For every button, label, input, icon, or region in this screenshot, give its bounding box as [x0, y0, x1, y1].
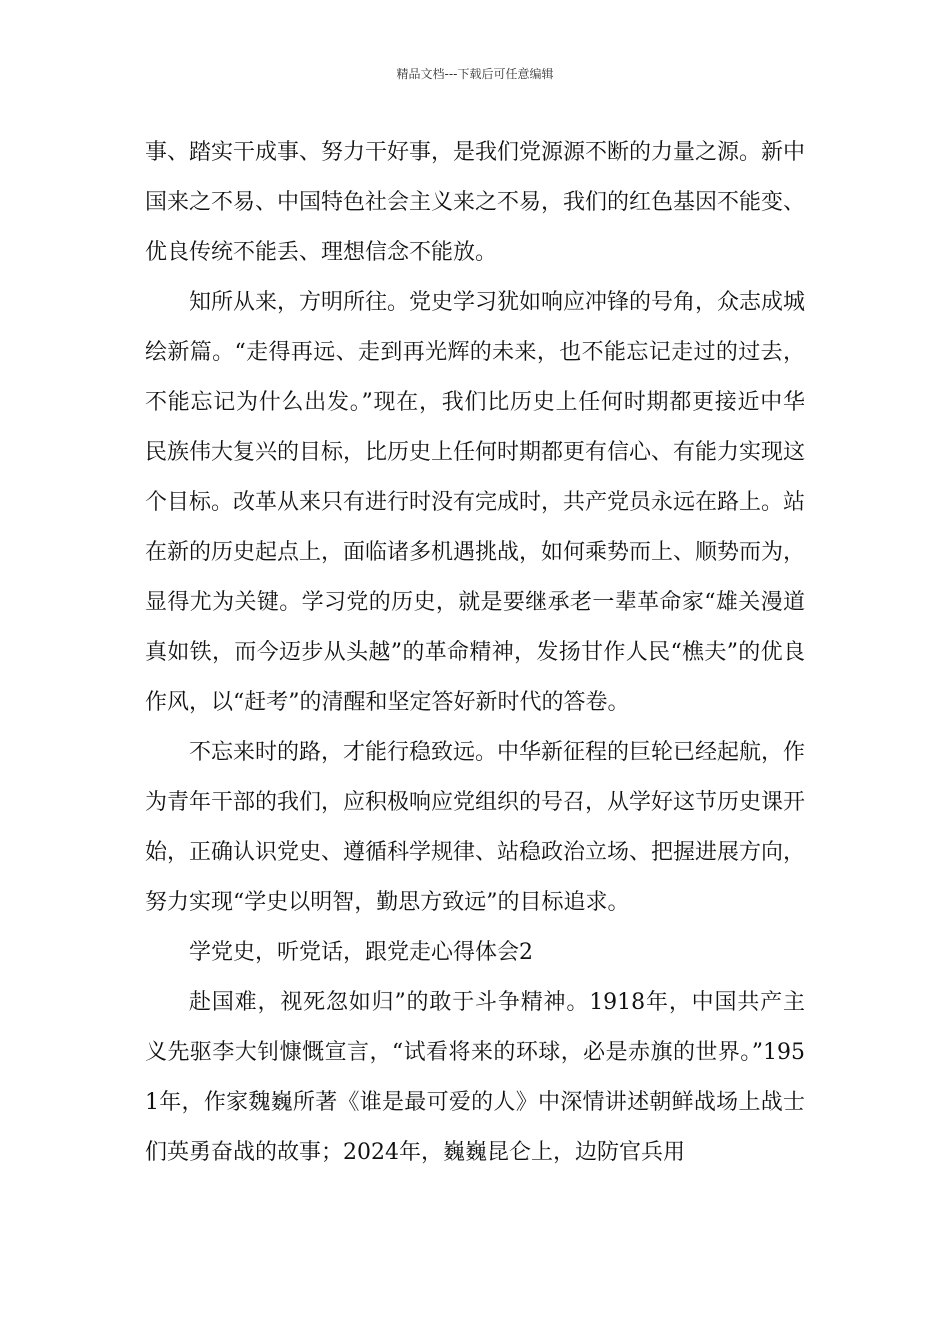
- paragraph-1: 事、踏实干成事、努力干好事，是我们党源源不断的力量之源。新中国来之不易、中国特色社会主义来之不易，我们的红色基因不能变、优良传统不能丢、理想信念不能放。: [145, 140, 806, 265]
- document-body: [145, 128, 805, 1178]
- paragraph-3: 不忘来时的路，才能行稳致远。中华新征程的巨轮已经起航，作为青年干部的我们，应积极响应党组织的号召，从学好这节历史课开始，正确认识党史、遵循科学规律、站稳政治立场、把握进展方向，努力实现“学史以明智，勤思方致远”的目标追求。: [145, 740, 806, 915]
- paragraph-4: 赴国难，视死忽如归”的敢于斗争精神。1918年，中国共产主义先驱李大钊慷慨宣言，“试看将来的环球，必是赤旗的世界。”1951年，作家魏巍所著《谁是最可爱的人》中深情讲述朝鲜战场上战士们英勇奋战的故事；2024年，巍巍昆仑上，边防官兵用: [145, 990, 805, 1165]
- paragraph-2: 知所从来，方明所往。党史学习犹如响应冲锋的号角，众志成城绘新篇。“走得再远、走到再光辉的未来，也不能忘记走过的过去，不能忘记为什么出发。”现在，我们比历史上任何时期都更接近中华民族伟大复兴的目标，比历史上任何时期都更有信心、有能力实现这个目标。改革从来只有进行时没有完成时，共产党员永远在路上。站在新的历史起点上，面临诸多机遇挑战，如何乘势而上、顺势而为，显得尤为关键。学习党的历史，就是要继承老一辈革命家“雄关漫道真如铁，而今迈步从头越”的革命精神，发扬甘作人民“樵夫”的优良作风，以“赶考”的清醒和坚定答好新时代的答卷。: [145, 290, 806, 715]
- page-header: 精品文档---下载后可任意编辑: [396, 67, 554, 81]
- section-title: 学党史，听党话，跟党走心得体会2: [189, 940, 533, 965]
